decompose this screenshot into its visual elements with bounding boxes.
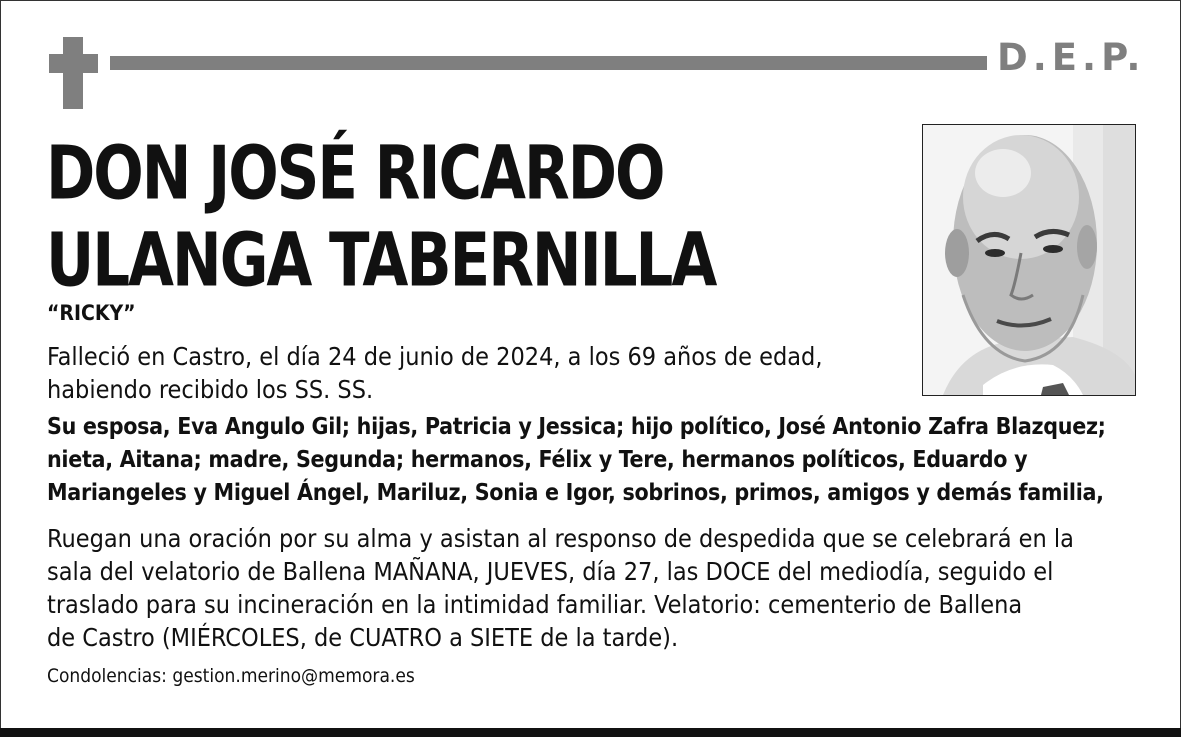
service-line: de Castro (MIÉRCOLES, de CUATRO a SIETE de la tarde). [47, 623, 679, 652]
death-notice-line2: habiendo recibido los SS. SS. [47, 375, 374, 404]
portrait-image [923, 125, 1135, 395]
deceased-name-line2: ULANGA TABERNILLA [46, 217, 716, 304]
cross-icon [63, 37, 83, 109]
dep-label: D.E.P. [997, 36, 1146, 79]
service-details [47, 522, 1157, 654]
family-line: nieta, Aitana; madre, Segunda; hermanos, Félix y Tere, hermanos políticos, Eduardo y [47, 447, 1028, 473]
deceased-name [46, 130, 715, 305]
deceased-name-line1: DON JOSÉ RICARDO [46, 130, 664, 217]
condolences-contact: Condolencias: gestion.merino@memora.es [47, 665, 415, 687]
bottom-border [0, 728, 1181, 737]
cross-icon-bar [49, 54, 98, 73]
death-notice-line1: Falleció en Castro, el día 24 de junio de 2024, a los 69 años de edad, [47, 342, 823, 371]
family-line: Su esposa, Eva Angulo Gil; hijas, Patricia y Jessica; hijo político, José Antonio Zafra Blazquez; [47, 414, 1106, 440]
service-line: sala del velatorio de Ballena MAÑANA, JUEVES, día 27, las DOCE del mediodía, seguido el [47, 557, 1054, 586]
header-divider [110, 56, 987, 70]
portrait-photo [922, 124, 1136, 396]
family-list [47, 411, 1157, 510]
service-line: Ruegan una oración por su alma y asistan al responso de despedida que se celebrará en la [47, 524, 1074, 553]
family-line: Mariangeles y Miguel Ángel, Mariluz, Sonia e Igor, sobrinos, primos, amigos y demás familia, [47, 480, 1104, 506]
service-line: traslado para su incineración en la intimidad familiar. Velatorio: cementerio de Ballena [47, 590, 1023, 619]
death-notice [47, 340, 822, 406]
alias: “RICKY” [47, 301, 136, 325]
